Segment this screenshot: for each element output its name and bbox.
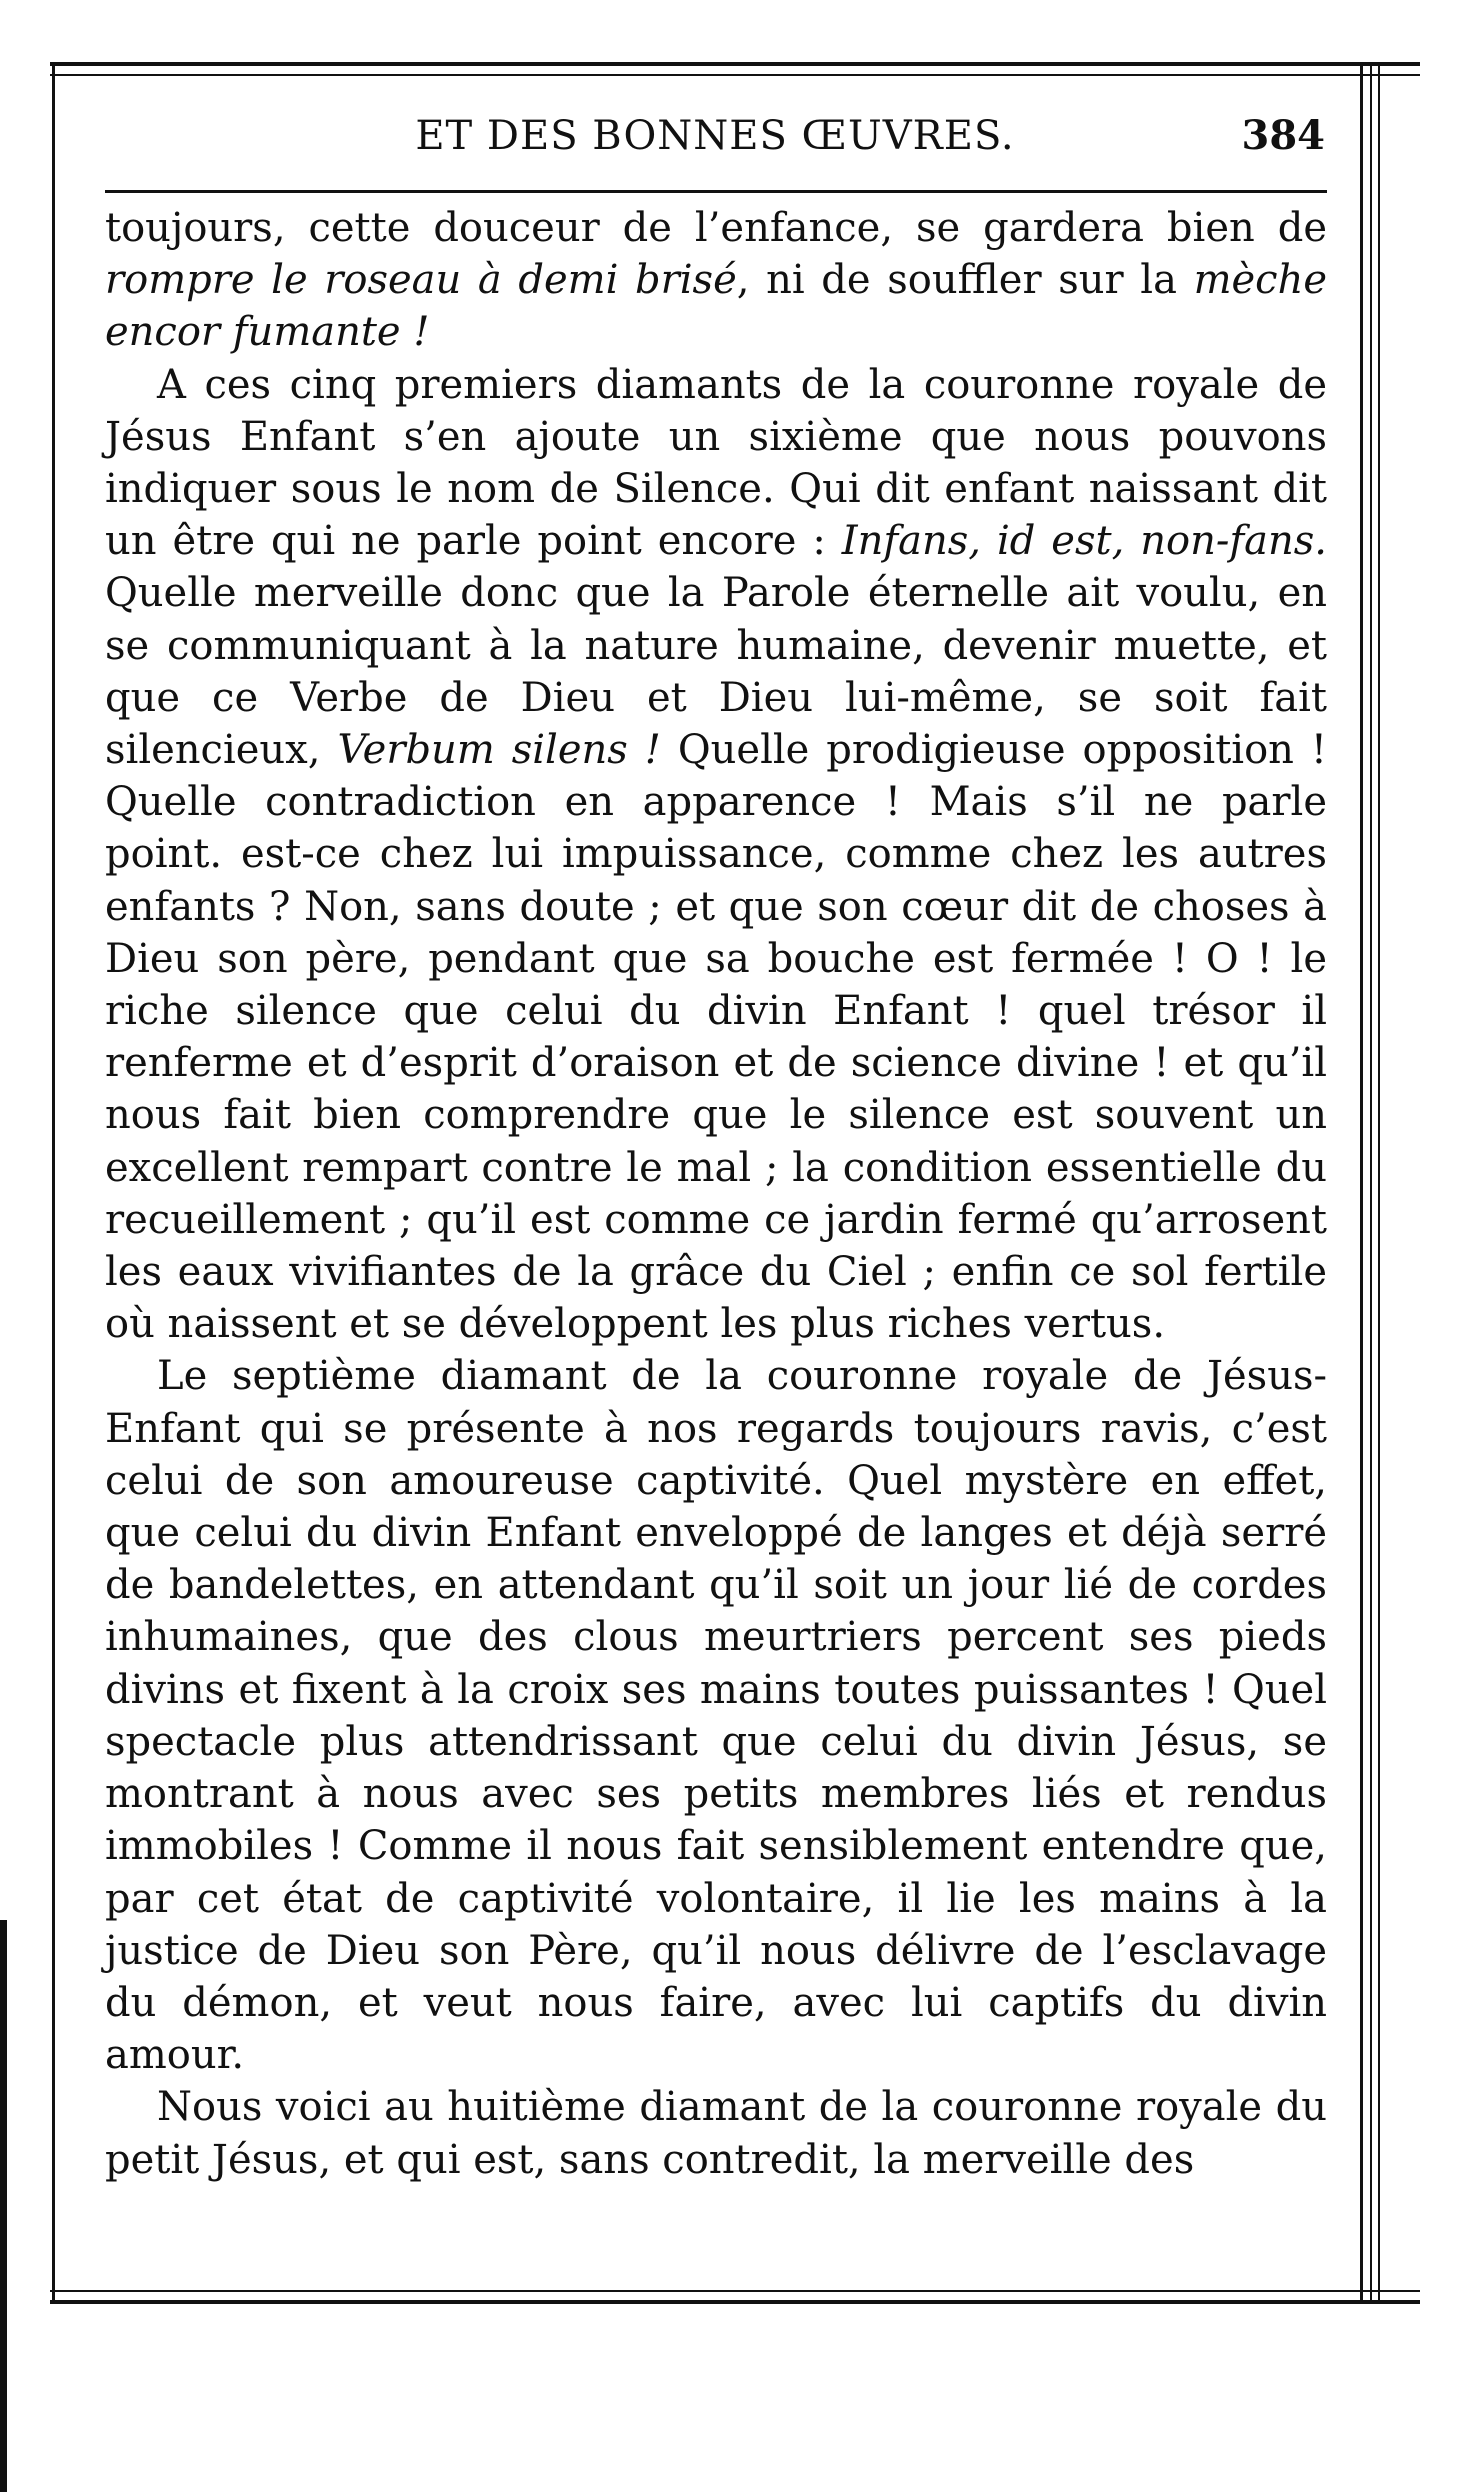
paragraph [105, 202, 1327, 359]
text-run: , ni de souffler sur la [736, 257, 1194, 304]
italic-run: Infans, id est, non-fans. [841, 518, 1328, 565]
frame-right-rule [1360, 62, 1363, 2304]
paragraph [105, 2081, 1327, 2185]
frame-right-outer-rule [1378, 62, 1380, 2304]
text-run: Le septième diamant de la couronne royale de Jésus-Enfant qui se présente à nos regards toujours ravis, c’est celui de son amoureuse captivité. Quel mystère en effet, que celui du divin Enfant enveloppé de langes et déjà serré de bandelettes, en attendant qu’il soit un jour lié de cordes inhumaines, que des clous meurtriers percent ses pieds divins et fixent à la croix ses mains toutes puissantes ! Quel spectacle plus attendrissant que celui du divin Jésus, se montrant à nous avec ses petits membres liés et rendus immobiles ! Comme il nous fait sensiblement entendre que, par cet état de captivité volontaire, il lie les mains à la justice de Dieu son Père, qu’il nous délivre de l’esclavage du démon, et veut nous faire, avec lui captifs du divin amour. [105, 1353, 1327, 2079]
text-run: Quelle merveille donc que la Parole éternelle ait voulu, en se communiquant à la nature humaine, devenir muette, et que ce Verbe de Dieu et Dieu lui-même, se soit fait silencieux, [105, 570, 1327, 774]
frame-top-inner-rule [50, 74, 1420, 76]
paragraph [105, 359, 1327, 1351]
frame-right-inner-rule [1370, 62, 1372, 2304]
page-number: 384 [1241, 112, 1325, 159]
running-title: ET DES BONNES ŒUVRES. [415, 113, 1015, 159]
frame-bottom-inner-rule [50, 2290, 1420, 2292]
italic-run: Verbum silens ! [337, 727, 661, 774]
page-edge-shadow [0, 1920, 7, 2492]
frame-top-rule [50, 62, 1420, 66]
header-rule [105, 190, 1327, 193]
text-run: A ces cinq premiers diamants de la couronne royale de Jésus Enfant s’en ajoute un sixième que nous pouvons indiquer sous le nom de Silence. Qui dit enfant naissant dit un être qui ne parle point encore : [105, 361, 1327, 565]
frame-bottom-rule [50, 2300, 1420, 2304]
text-run: Nous voici au huitième diamant de la couronne royale du petit Jésus, et qui est, sans contredit, la merveille des [105, 2084, 1327, 2183]
page-header [105, 110, 1325, 162]
paragraph [105, 1350, 1327, 2081]
body-text [105, 202, 1327, 2186]
italic-run: rompre le roseau à demi brisé [105, 257, 737, 304]
text-run: Quelle prodigieuse opposition ! Quelle contradiction en apparence ! Mais s’il ne parle point. est-ce chez lui impuissance, comme chez les autres enfants ? Non, sans doute ; et que son cœur dit de choses à Dieu son père, pendant que sa bouche est fermée ! O ! le riche silence que celui du divin Enfant ! quel trésor il renferme et d’esprit d’oraison et de science divine ! et qu’il nous fait bien comprendre que le silence est souvent un excellent rempart contre le mal ; la condition essentielle du recueillement ; qu’il est comme ce jardin fermé qu’arrosent les eaux vivifiantes de la grâce du Ciel ; enfin ce sol fertile où naissent et se développent les plus riches vertus. [105, 727, 1327, 1348]
frame-left-rule [52, 62, 55, 2304]
text-run: toujours, cette douceur de l’enfance, se gardera bien de [105, 205, 1327, 251]
italic-run: mèche encor fumante ! [105, 257, 1327, 356]
